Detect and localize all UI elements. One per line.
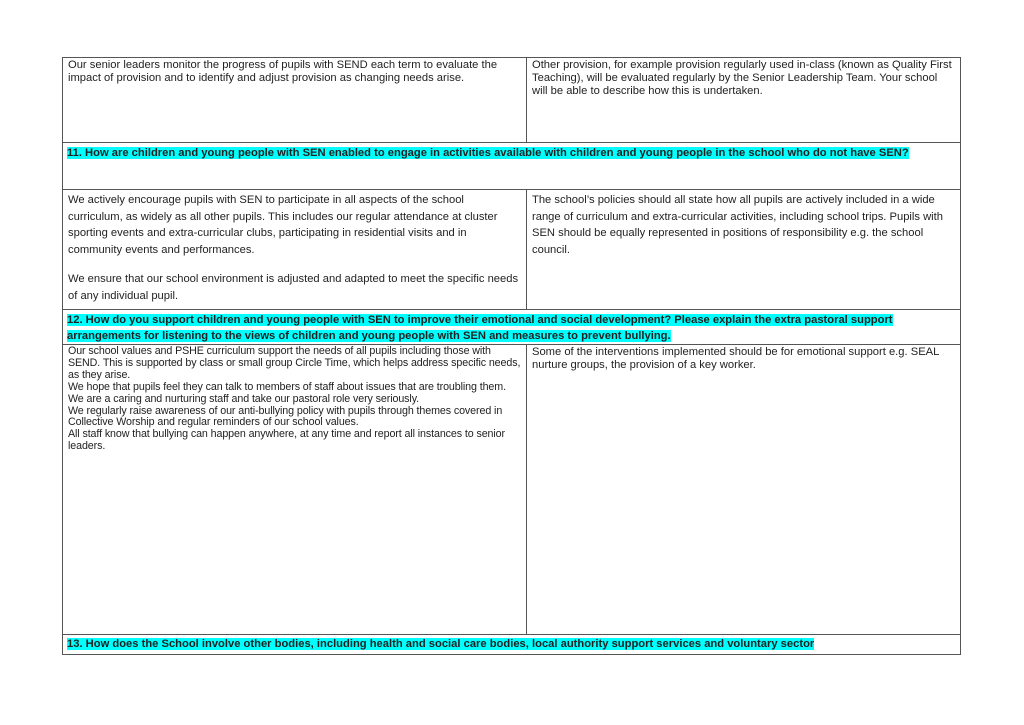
section-12-response-paragraph-2: We hope that pupils feel they can talk to members of staff about issues that are troubling them. We are a caring and nurturing staff and take our pastoral role very seriously.: [68, 380, 506, 405]
section-13-question-row: [63, 635, 960, 654]
sen-information-table: [62, 57, 961, 655]
section-10-guidance-text: Other provision, for example provision regularly used in-class (known as Quality First Teaching), will be evaluated regularly by the Senior Leadership Team. Your school will be able to describe how this is undertaken.: [532, 59, 952, 98]
section-10-response-text: Our senior leaders monitor the progress of pupils with SEND each term to evaluate the impact of provision and to identify and adjust provision as changing needs arise.: [68, 59, 498, 85]
section-10-school-response: [63, 58, 527, 142]
section-12-response-paragraph-4: All staff know that bullying can happen anywhere, at any time and report all instances to senior leaders.: [68, 428, 505, 453]
section-12-question-row: [63, 310, 960, 345]
section-13-question-text: 13. How does the School involve other bodies, including health and social care bodies, local authority support services and voluntary sector: [67, 638, 815, 650]
section-11-question-row: [63, 143, 960, 190]
section-11-answer-row: [63, 190, 960, 310]
section-11-response-paragraph-1: We actively encourage pupils with SEN to participate in all aspects of the school curriculum, as widely as all other pupils. This includes our regular attendance at cluster sporting events and extra-curricular clubs, participating in residential visits and in community events and performances.: [68, 194, 498, 256]
section-10-answer-row: [63, 58, 960, 143]
section-11-school-response: [63, 190, 527, 309]
section-12-question-text: 12. How do you support children and young people with SEN to improve their emotional and social development? Please explain the extra pastoral support arrangements for listening to the views of children and young people with SEN and measures to prevent bullying.: [67, 314, 893, 342]
section-11-guidance: [527, 190, 960, 309]
section-12-school-response: [63, 345, 527, 634]
section-11-guidance-text: The school’s policies should all state how all pupils are actively included in a wide range of curriculum and extra-curricular activities, including school trips. Pupils with SEN should be equally represented in positions of responsibility e.g. the school council.: [532, 194, 943, 256]
section-13-question: [63, 635, 960, 654]
section-12-question: [63, 310, 960, 344]
section-11-question: [63, 143, 960, 189]
section-11-response-paragraph-2: We ensure that our school environment is adjusted and adapted to meet the specific needs of any individual pupil.: [68, 273, 519, 302]
section-11-question-text: 11. How are children and young people with SEN enabled to engage in activities available with children and young people in the school who do not have SEN?: [67, 147, 909, 159]
paragraph-spacer: [68, 258, 521, 271]
section-12-response-paragraph-1: Our school values and PSHE curriculum support the needs of all pupils including those with SEND. This is supported by class or small group Circle Time, which helps address specific needs, as they arise.: [68, 345, 521, 381]
section-10-guidance: [527, 58, 960, 142]
section-12-guidance: [527, 345, 960, 634]
section-12-response-paragraph-3: We regularly raise awareness of our anti-bullying policy with pupils through themes covered in Collective Worship and regular reminders of our school values.: [68, 404, 503, 429]
section-12-guidance-text: Some of the interventions implemented should be for emotional support e.g. SEAL nurture groups, the provision of a key worker.: [532, 346, 939, 372]
section-12-answer-row: [63, 345, 960, 635]
